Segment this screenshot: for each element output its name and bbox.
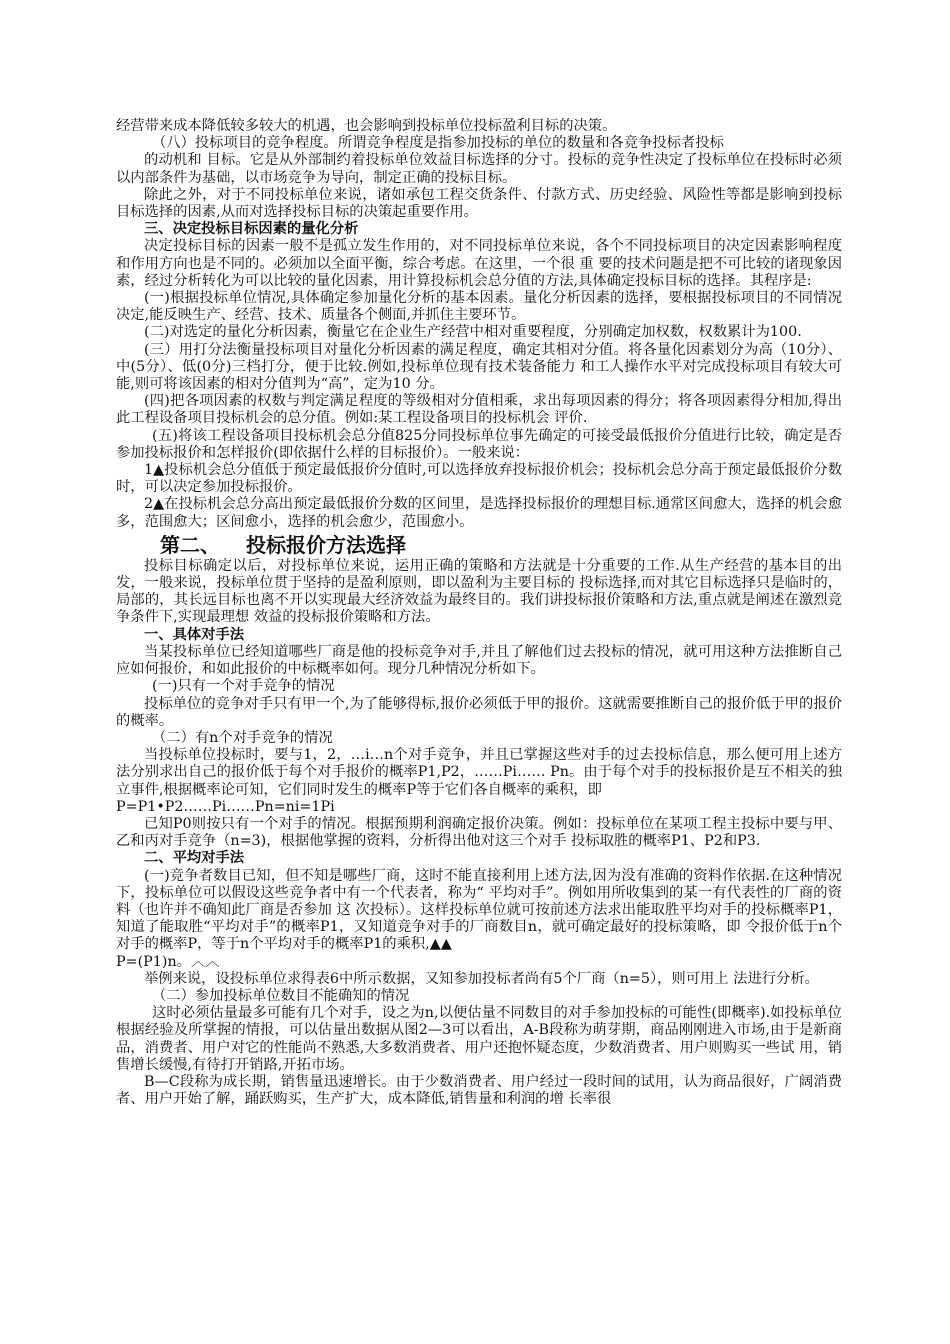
chapter-number: 第二、 xyxy=(160,532,220,557)
paragraph: (五)将该工程设备项目投标机会总分值825分同投标单位事先确定的可接受最低报价分值进行比较，确定是否参加投标报价和怎样报价(即依据什么样的目标报价）。一般来说： xyxy=(116,427,842,461)
paragraph: (三）用打分法衡量投标项目对量化分析因素的满足程度，确定其相对分值。将各量化因素划分为高（10分）、中(5分）、低(0分)三档打分，便于比较.例如,投标单位现有技术装备能力 和工人操作水平对完成投标项目有较大可能,则可将该因素的相对分值判为“高”，定为10 分。 xyxy=(116,341,842,393)
paragraph: (一)根据投标单位情况,具体确定参加量化分析的基本因素。量化分析因素的选择，要根据投标项目的不同情况决定,能反映生产、经营、技术、质量各个侧面,并抓住主要环节。 xyxy=(116,290,842,324)
paragraph: 当投标单位投标时，要与1，2，…i…n个对手竞争，并且已掌握这些对手的过去投标信息，那么便可用上述方法分别求出自己的报价低于每个对手报价的概率P1,P2，……Pi…… Pn。由于每个对手的投标报价是互不相关的独立事件,根据概率论可知，它们同时发生的概率P等于它们各自概率的乘积，即 xyxy=(116,747,842,798)
paragraph: B—C段称为成长期，销售量迅速增长。由于少数消费者、用户经过一段时间的试用，认为商品很好，广阔消费者、用户开始了解，踊跃购买，生产扩大，成本降低,销售量和利润的增 长率很 xyxy=(116,1073,842,1108)
paragraph: 2▲在投标机会总分高出预定最低报价分数的区间里，是选择投标报价的理想目标.通常区间愈大，选择的机会愈多，范围愈大；区间愈小，选择的机会愈少，范围愈小。 xyxy=(116,496,842,530)
subsection-heading: (一)只有一个对手竞争的情况 xyxy=(152,678,335,695)
section-heading: 二、平均对手法 xyxy=(144,850,245,867)
section-heading: 一、具体对手法 xyxy=(144,626,245,643)
paragraph: 的动机和 目标。它是从外部制约着投标单位效益目标选择的分寸。投标的竞争性决定了投标单位在投标时必须以内部条件为基础，以市场竞争为导向，制定正确的投标目标。 xyxy=(116,152,842,186)
chapter-heading xyxy=(116,532,842,558)
paragraph: 已知P0则按只有一个对手的情况。根据预期利润确定报价决策。例如：投标单位在某项工程主投标中要与甲、乙和丙对手竞争（n=3)，根据他掌握的资料，分析得出他对这三个对手 投标取胜的概率P1、P2和P3. xyxy=(116,815,842,850)
paragraph: 这时必须估量最多可能有几个对手，设之为n,以便估量不同数目的对手参加投标的可能性(即概率).如投标单位根据经验及所掌握的情报，可以估量出数据从图2—3可以看出，A-B段称为萌芽期，商品刚刚进入市场,由于是新商品，消费者、用户对它的性能尚不熟悉,大多数消费者、用户还抱怀疑态度，少数消费者、用户则购买一些试 用，销售增长缓慢,有待打开销路,开拓市场。 xyxy=(116,1005,842,1073)
subsection-heading: （二）参加投标单位数目不能确知的情况 xyxy=(152,987,410,1004)
paragraph: 经营带来成本降低较多较大的机遇，也会影响到投标单位投标盈利目标的决策。 xyxy=(116,118,617,134)
paragraph: (二)对选定的量化分析因素，衡量它在企业生产经营中相对重要程度，分别确定加权数，权数累计为100. xyxy=(144,324,802,341)
paragraph: 当某投标单位已经知道哪些厂商是他的投标竞争对手,并且了解他们过去投标的情况，就可用这种方法推断自己应如何报价，和如此报价的中标概率如何。现分几种情况分析如下。 xyxy=(116,643,842,678)
chapter-title: 投标报价方法选择 xyxy=(246,532,406,557)
paragraph: 投标单位的竞争对手只有甲一个,为了能够得标,报价必须低于甲的报价。这就需要推断自己的报价低于甲的报价的概率。 xyxy=(116,695,842,729)
paragraph: 投标目标确定以后，对投标单位来说，运用正确的策略和方法就是十分重要的工作.从生产经营的基本目的出发，一般来说，投标单位贯于坚持的是盈利原则，即以盈利为主要目标的 投标选择,而对其它目标选择只是临时的，局部的，其长远目标也离不开以实现最大经济效益为最终目的。我们讲投标报价策略和方法,重点就是阐述在激烈竞争条件下,实现最理想 效益的投标报价策略和方法。 xyxy=(116,557,842,626)
paragraph: 举例来说，设投标单位求得表6中所示数据，又知参加投标者尚有5个厂商（n=5），则可用上 法进行分析。 xyxy=(144,970,819,987)
document-page xyxy=(116,118,842,1108)
paragraph: （八）投标项目的竞争程度。所谓竞争程度是指参加投标的单位的数量和各竞争投标者投标 xyxy=(152,135,724,152)
formula: P=(P1)n。︿︿ xyxy=(116,953,220,970)
section-heading: 三、决定投标目标因素的量化分析 xyxy=(144,221,359,238)
subsection-heading: （二）有n个对手竞争的情况 xyxy=(152,729,333,746)
paragraph: 除此之外，对于不同投标单位来说，诸如承包工程交货条件、付款方式、历史经验、风险性等都是影响到投标目标选择的因素,从而对选择投标目标的决策起重要作用。 xyxy=(116,186,842,221)
paragraph: 1▲投标机会总分值低于预定最低报价分值时,可以选择放弃投标报价机会；投标机会总分高于预定最低报价分数时，可以决定参加投标报价。 xyxy=(116,462,842,496)
paragraph: (一)竞争者数目已知，但不知是哪些厂商，这时不能直接利用上述方法,因为没有准确的资料作依据.在这种情况下，投标单位可以假设这些竞争者中有一个代表者，称为“ 平均对手”。例如用所收集到的某一有代表性的厂商的资料（也许并不确知此厂商是否参加 这 次投标）。这样投标单位就可按前述方法求出能取胜平均对手的投标概率P1，知道了能取胜“平均对手”的概率P1，又知道竞争对手的厂商数目n，就可确定最好的投标策略，即 令报价低于n个对手的概率P，等于n个平均对手的概率P1的乘积,▲▲ xyxy=(116,867,842,953)
formula: P=P1•P2……Pi……Pn=ni=1Pi xyxy=(116,798,335,815)
paragraph: 决定投标目标的因素一般不是孤立发生作用的，对不同投标单位来说，各个不同投标项目的决定因素影响程度和作用方向也是不同的。必须加以全面平衡，综合考虑。在这里，一个很 重 要的技术问题是把不可比较的诸现象因素，经过分析转化为可以比较的量化因素，用计算投标机会总分值的方法,具体确定投标目标的选择。其程序是: xyxy=(116,238,842,289)
paragraph: (四)把各项因素的权数与判定满足程度的等级相对分值相乘，求出每项因素的得分；将各项因素得分相加,得出此工程设备项目投标机会的总分值。例如:某工程设备项目的投标机会 评价. xyxy=(116,393,842,427)
